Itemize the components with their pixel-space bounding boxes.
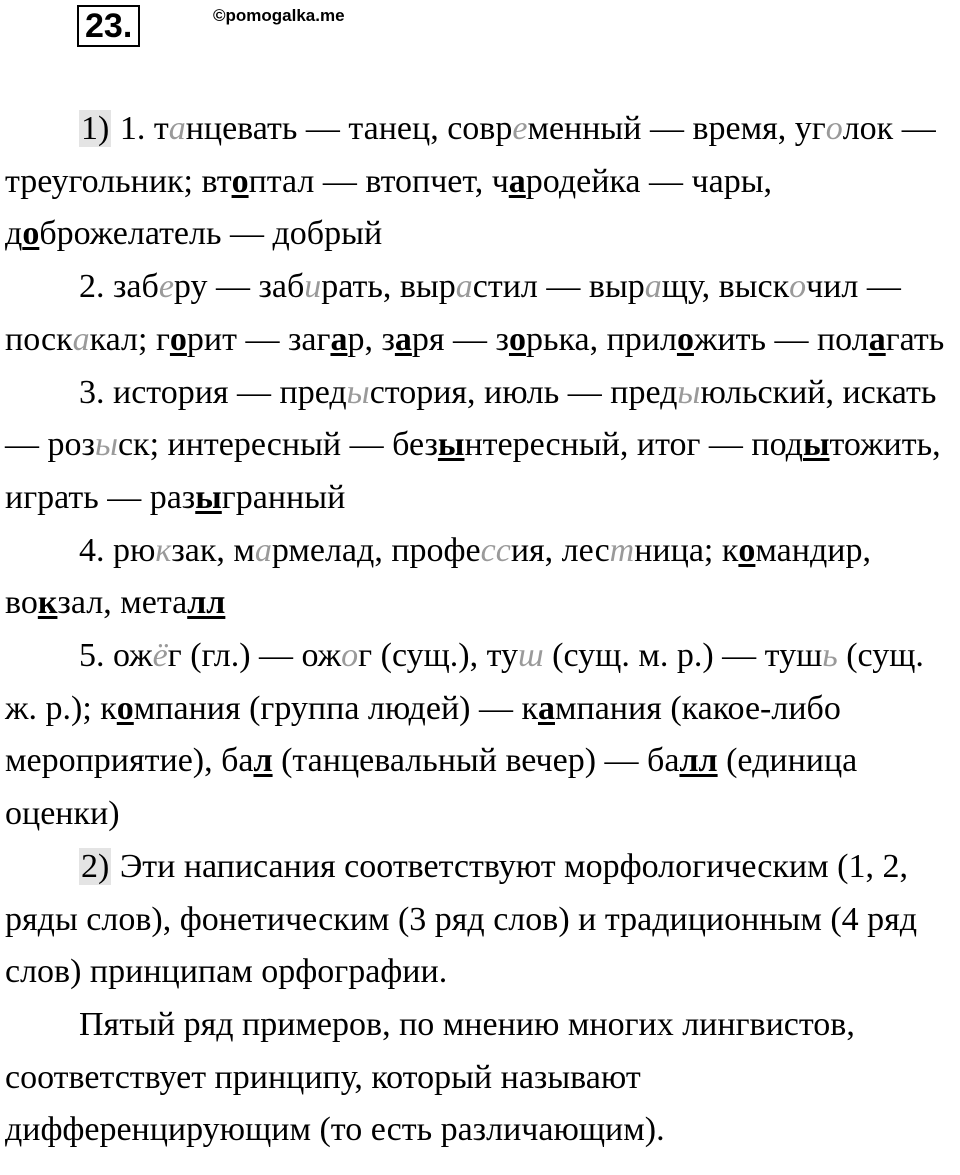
task-number: 23 xyxy=(85,7,123,45)
checked-letter: к xyxy=(37,584,58,622)
text-run: 5. ож xyxy=(79,637,153,675)
text-run: 3. история — пред xyxy=(79,373,347,411)
highlighted-letter: т xyxy=(609,531,635,569)
text-run: родейка — чары, д xyxy=(5,162,773,253)
text-run: мпания (группа людей) — к xyxy=(133,689,538,727)
text-run: стория, июль — пред xyxy=(369,373,678,411)
text-run: (сущ. ж. р.); к xyxy=(5,637,924,727)
text-run: брожелатель — добрый xyxy=(39,215,383,253)
text-run: нтересный, итог — под xyxy=(464,426,803,464)
text-run: 1. т xyxy=(111,110,169,147)
text-run: 2. заб xyxy=(79,268,159,306)
highlighted-letter: к xyxy=(155,531,172,569)
text-run: кал; г xyxy=(89,320,170,358)
highlighted-letter: а xyxy=(644,268,662,306)
answer-text xyxy=(5,103,955,1157)
highlighted-letter: ы xyxy=(677,373,701,411)
text-run: мандир, во xyxy=(5,531,871,622)
text-run: гранный xyxy=(221,478,346,516)
text-run: Эти написания соответствуют морфологическим (1, 2, ряды слов), фонетическим (3 ряд слов) и традиционным (4 ряд слов) принципам орфографии. xyxy=(5,847,918,991)
checked-letter: о xyxy=(676,320,694,358)
checked-letter: лл xyxy=(187,584,226,622)
highlighted-letter: ь xyxy=(822,637,838,675)
text-run: ск; интересный — без xyxy=(117,426,438,464)
highlighted-letter: ы xyxy=(346,373,370,411)
checked-letter: о xyxy=(231,162,249,200)
paragraph-6 xyxy=(5,841,955,999)
text-run: ница; к xyxy=(634,531,739,569)
text-run: щу, выск xyxy=(661,268,790,306)
text-run: ия, лес xyxy=(510,531,610,569)
task-number-dot: . xyxy=(122,7,133,45)
item-marker: 1) xyxy=(81,110,110,147)
text-run: чил — поск xyxy=(5,268,901,358)
text-run: ру — заб xyxy=(173,268,305,306)
text-run: р, з xyxy=(347,320,395,358)
highlighted-letter: е xyxy=(512,110,528,147)
checked-letter: ы xyxy=(195,478,222,516)
paragraph-7 xyxy=(5,999,955,1157)
text-run: Пятый ряд примеров, по мнению многих лингвистов, соответствует принципу, который называют дифференцирующим (то есть различающим). xyxy=(5,1005,855,1149)
highlighted-letter: а xyxy=(168,110,186,147)
paragraph-3 xyxy=(5,367,955,525)
text-run: ря — з xyxy=(411,320,509,358)
highlighted-letter: а xyxy=(455,268,473,306)
paragraph-1 xyxy=(5,103,955,261)
paragraph-5 xyxy=(5,630,955,841)
checked-letter: л xyxy=(253,742,273,780)
checked-letter: лл xyxy=(679,742,718,780)
paragraph-2 xyxy=(5,261,955,366)
text-run: зак, м xyxy=(171,531,255,569)
checked-letter: а xyxy=(537,689,555,727)
text-run: зал, мета xyxy=(57,584,188,622)
highlighted-letter: и xyxy=(304,268,322,306)
text-run: (единица оценки) xyxy=(5,742,858,833)
text-run: г (сущ.), ту xyxy=(358,637,518,675)
highlighted-letter: сс xyxy=(480,531,511,569)
highlighted-letter: о xyxy=(341,637,359,675)
checked-letter: а xyxy=(394,320,412,358)
checked-letter: а xyxy=(330,320,348,358)
text-run: (сущ. м. р.) — туш xyxy=(543,637,823,675)
watermark: ©pomogalka.me xyxy=(213,6,345,25)
item-marker: 2) xyxy=(81,847,110,885)
text-run: мпания (какое-либо мероприятие), ба xyxy=(5,689,841,780)
highlighted-letter: ы xyxy=(94,426,118,464)
checked-letter: а xyxy=(868,320,886,358)
highlighted-letter: а xyxy=(254,531,272,569)
text-run: нцевать — танец, совр xyxy=(185,110,513,147)
text-run: (танцевальный вечер) — ба xyxy=(272,742,680,780)
task-number-box xyxy=(77,5,140,47)
text-run: тожить, играть — раз xyxy=(5,426,941,516)
text-run: юльский, искать — роз xyxy=(5,373,937,464)
checked-letter: о xyxy=(738,531,756,569)
text-run: рмелад, профе xyxy=(271,531,481,569)
checked-letter: а xyxy=(508,162,526,200)
highlighted-letter: а xyxy=(72,320,90,358)
text-run: стил — выр xyxy=(472,268,645,306)
text-run: рька, прил xyxy=(525,320,677,358)
highlighted-letter: е xyxy=(158,268,174,306)
text-run: рать, выр xyxy=(321,268,456,306)
text-run: рит — заг xyxy=(186,320,331,358)
checked-letter: о xyxy=(116,689,134,727)
highlighted-letter: о xyxy=(825,110,843,147)
text-run: птал — втопчет, ч xyxy=(248,162,509,200)
highlighted-letter: ш xyxy=(518,637,544,675)
text-run: 4. рю xyxy=(79,531,156,569)
text-run: менный — время, уг xyxy=(527,110,826,147)
checked-letter: ы xyxy=(802,426,830,464)
highlighted-letter: о xyxy=(789,268,807,306)
highlighted-letter: ё xyxy=(152,637,168,675)
text-run: г (гл.) — ож xyxy=(167,637,342,675)
checked-letter: ы xyxy=(437,426,465,464)
paragraph-4 xyxy=(5,525,955,630)
text-run: лок — треугольник; вт xyxy=(5,110,936,200)
text-run: жить — пол xyxy=(693,320,869,358)
checked-letter: о xyxy=(22,215,40,253)
checked-letter: о xyxy=(508,320,526,358)
text-run: гать xyxy=(885,320,945,358)
checked-letter: о xyxy=(169,320,187,358)
